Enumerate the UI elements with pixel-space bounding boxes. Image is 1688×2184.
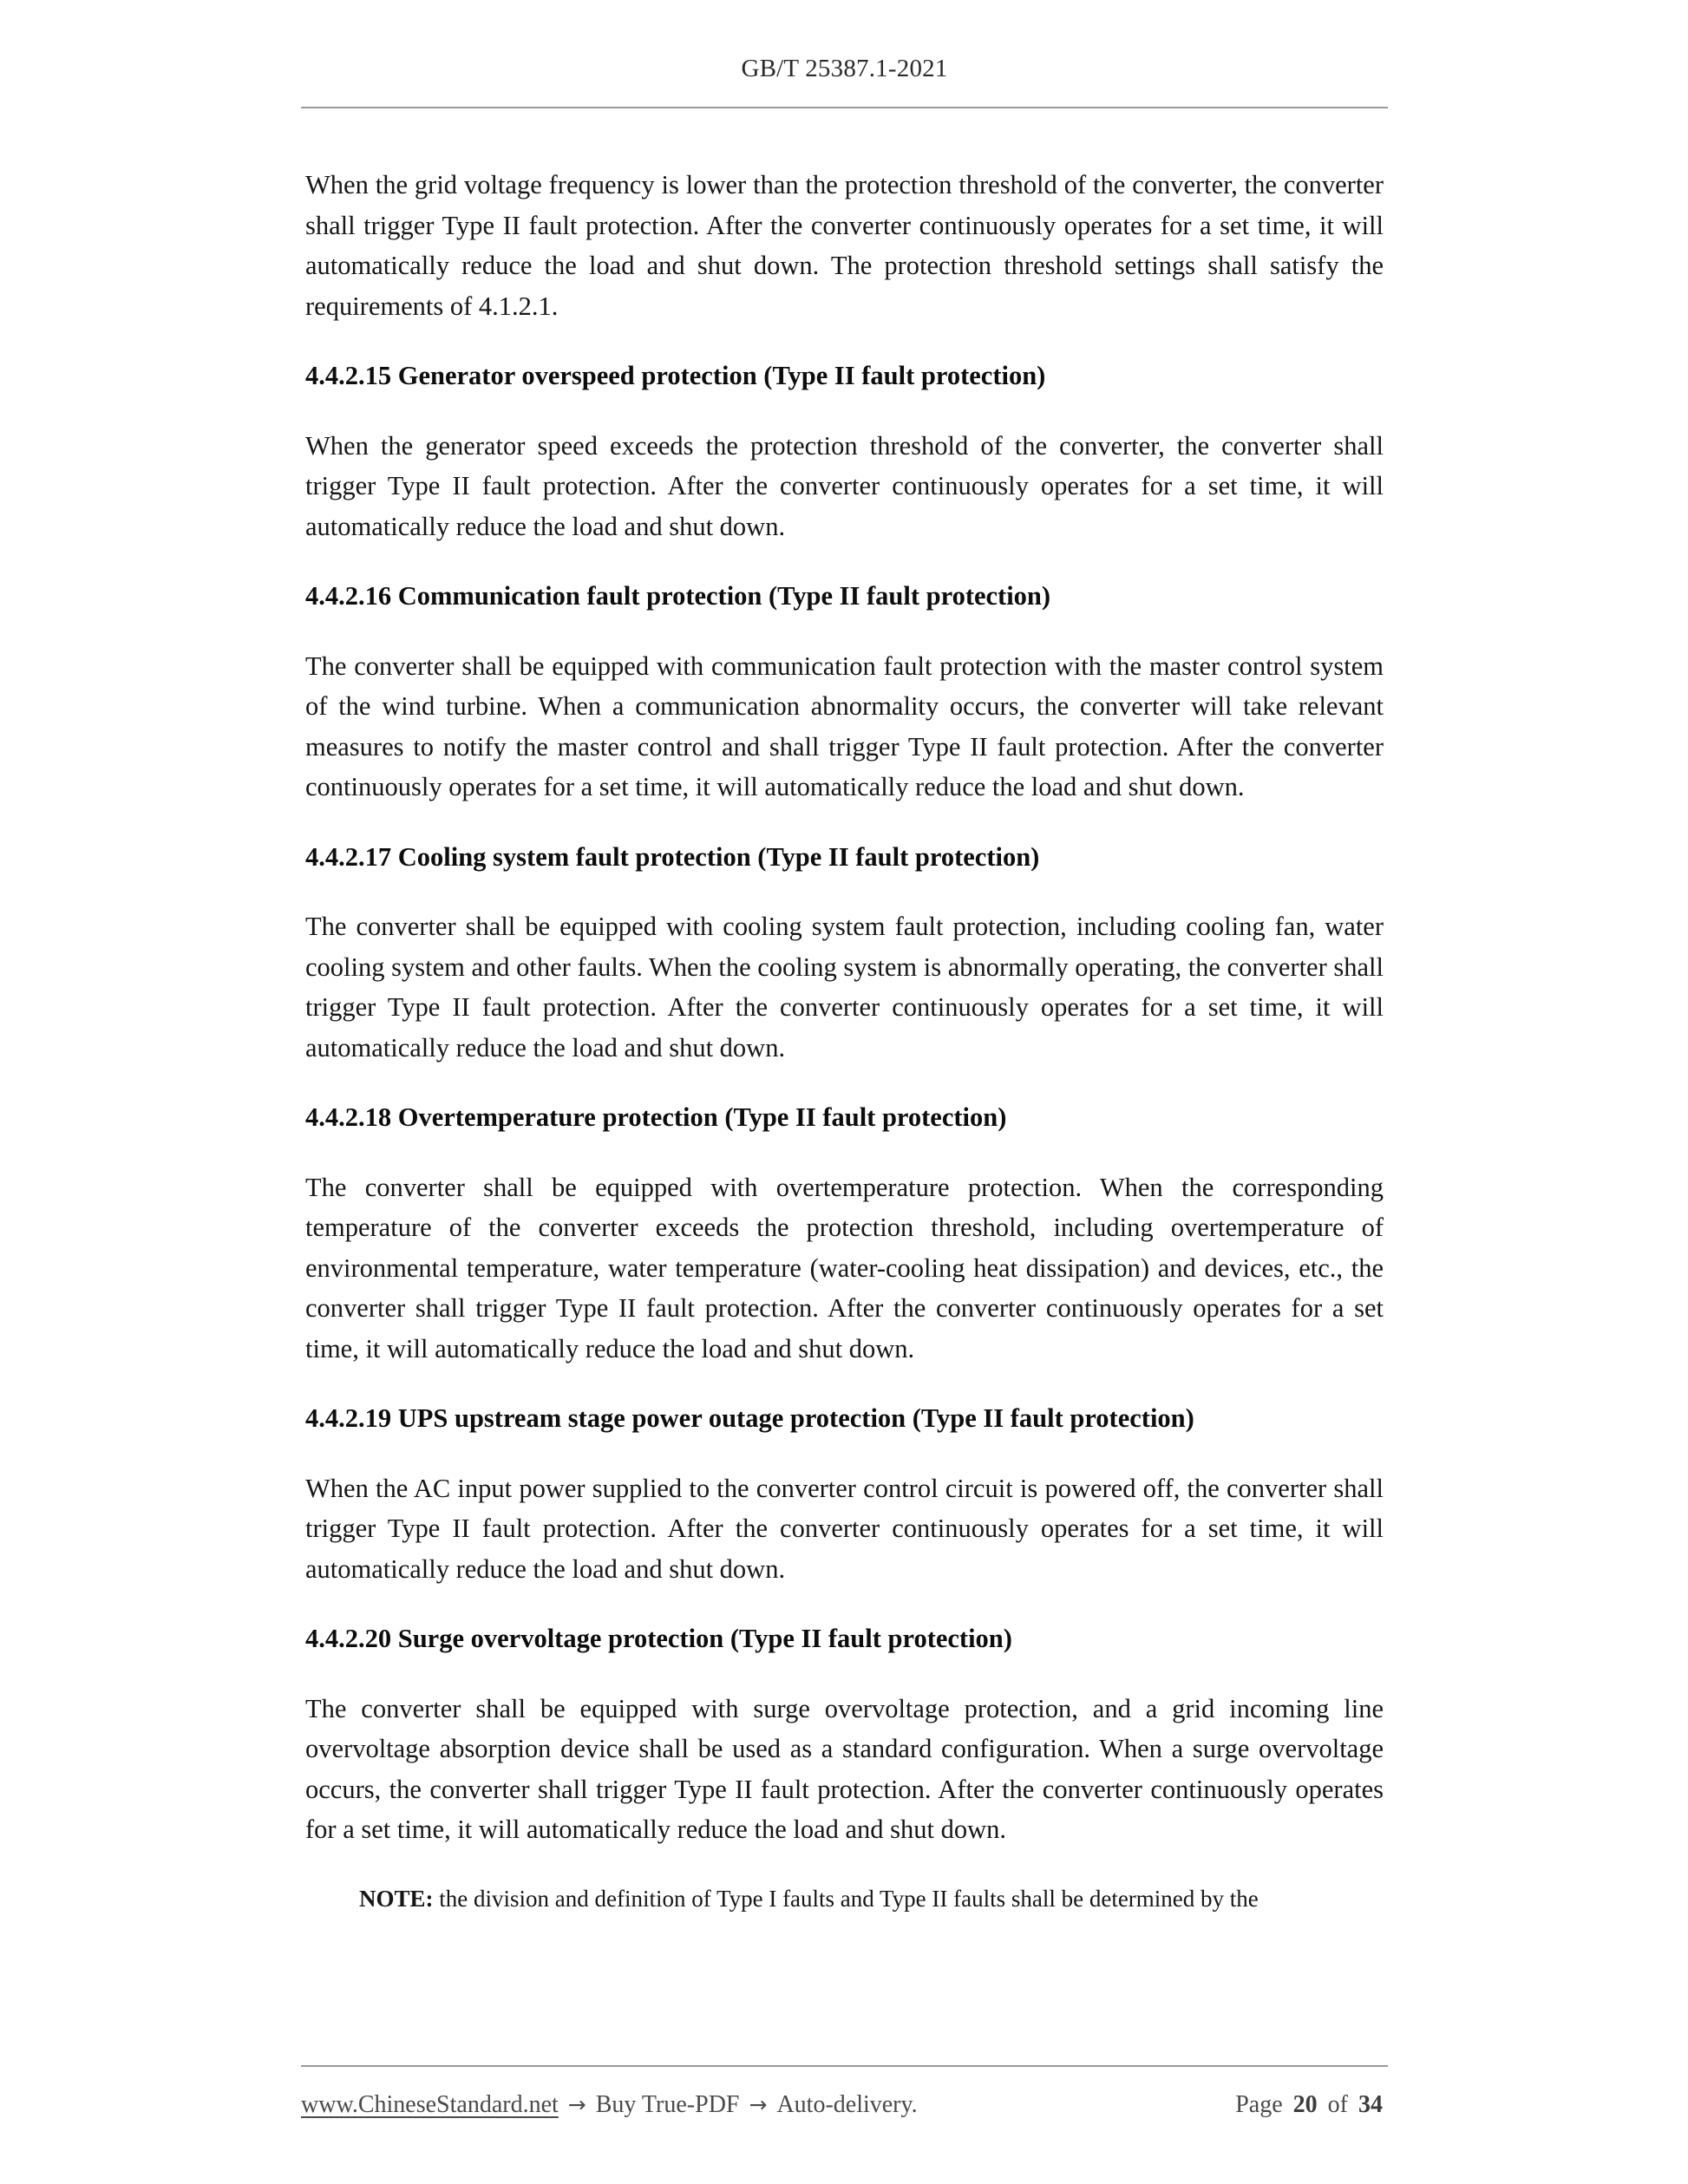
chinesestandard-link[interactable]: www.ChineseStandard.net: [301, 2091, 559, 2118]
footer-row: [301, 2089, 1388, 2120]
page-indicator: [1235, 2089, 1388, 2120]
standard-number-title: GB/T 25387.1-2021: [741, 55, 948, 82]
page-word-label: Page: [1235, 2091, 1283, 2118]
note-paragraph: [305, 1880, 1384, 1918]
section-heading-4-4-2-15: 4.4.2.15 Generator overspeed protection (Type II fault protection): [305, 361, 1046, 390]
buy-true-pdf-label: Buy True-PDF: [595, 2091, 740, 2118]
right-arrow-icon-2: →: [749, 2092, 768, 2117]
section-heading-4-4-2-19: 4.4.2.19 UPS upstream stage power outage protection (Type II fault protection): [305, 1403, 1194, 1433]
section-heading-4-4-2-20: 4.4.2.20 Surge overvoltage protection (Type II fault protection): [305, 1624, 1012, 1653]
right-arrow-icon: →: [567, 2092, 586, 2117]
header-divider: [301, 107, 1388, 108]
section-paragraph-4-4-2-17: The converter shall be equipped with cooling system fault protection, including cooling fan, water cooling system and other faults. When the cooling system is abnormally operating, the converter shall trigger Type II fault protection. After the converter continuously operates for a set time, it will automatically reduce the load and shut down.: [305, 912, 1384, 1063]
page-footer: [301, 2065, 1388, 2120]
section-paragraph-4-4-2-18: The converter shall be equipped with overtemperature protection. When the corresponding temperature of the converter exceeds the protection threshold, including overtemperature of environmental temperature, water temperature (water-cooling heat dissipation) and devices, etc., the converter shall trigger Type II fault protection. After the converter continuously operates for a set time, it will automatically reduce the load and shut down.: [305, 1172, 1384, 1363]
total-page-number: 34: [1358, 2091, 1383, 2118]
footer-promo: [301, 2089, 918, 2120]
section-heading-4-4-2-17: 4.4.2.17 Cooling system fault protection (Type II fault protection): [305, 841, 1040, 872]
note-text: the division and definition of Type I faults and Type II faults shall be determined by the: [433, 1885, 1259, 1912]
note-label: NOTE:: [359, 1885, 434, 1912]
section-paragraph-4-4-2-16: The converter shall be equipped with communication fault protection with the master control system of the wind turbine. When a communication abnormality occurs, the converter will take relevant measures to notify the master control and shall trigger Type II fault protection. After the converter continuously operates for a set time, it will automatically reduce the load and shut down.: [305, 651, 1384, 801]
page-content: [305, 165, 1384, 1918]
section-paragraph-4-4-2-15: When the generator speed exceeds the protection threshold of the converter, the converter shall trigger Type II fault protection. After the converter continuously operates for a set time, it will automatically reduce the load and shut down.: [305, 430, 1384, 541]
of-word-label: of: [1327, 2091, 1348, 2118]
section-paragraph-4-4-2-20: The converter shall be equipped with surge overvoltage protection, and a grid incoming line overvoltage absorption device shall be used as a standard configuration. When a surge overvoltage occurs, the converter shall trigger Type II fault protection. After the converter continuously operates for a set time, it will automatically reduce the load and shut down.: [305, 1693, 1384, 1844]
current-page-number: 20: [1292, 2091, 1318, 2118]
page-header: [301, 54, 1388, 108]
auto-delivery-label: Auto-delivery.: [776, 2091, 918, 2118]
intro-paragraph: When the grid voltage frequency is lower than the protection threshold of the converter, the converter shall trigger Type II fault protection. After the converter continuously operates for a set time, it will automatically reduce the load and shut down. The protection threshold settings shall satisfy the requirements of 4.1.2.1.: [305, 170, 1384, 321]
section-heading-4-4-2-18: 4.4.2.18 Overtemperature protection (Type II fault protection): [305, 1102, 1007, 1132]
section-heading-4-4-2-16: 4.4.2.16 Communication fault protection (Type II fault protection): [305, 581, 1051, 611]
section-paragraph-4-4-2-19: When the AC input power supplied to the converter control circuit is powered off, the converter shall trigger Type II fault protection. After the converter continuously operates for a set time, it will automatically reduce the load and shut down.: [305, 1473, 1384, 1584]
footer-divider: [301, 2065, 1388, 2067]
